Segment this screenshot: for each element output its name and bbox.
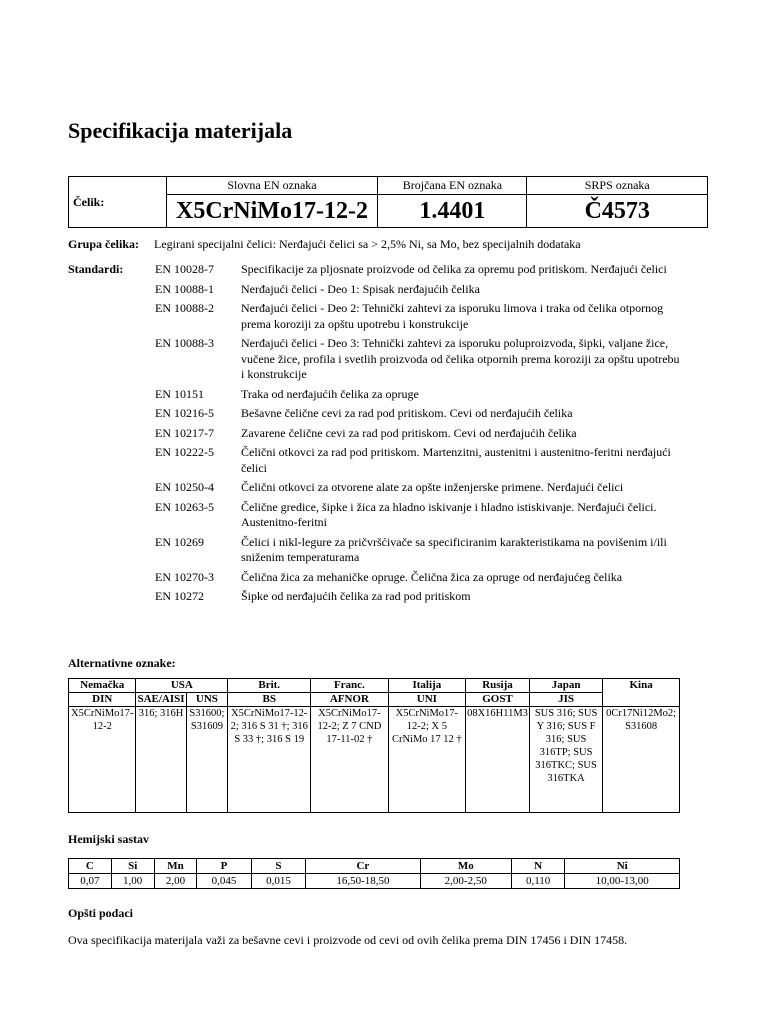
- standard-row: [155, 500, 685, 531]
- element-header: Mn: [154, 859, 197, 874]
- system-header: GOST: [466, 693, 530, 707]
- element-header: Mo: [420, 859, 511, 874]
- designation-cell: 316; 316H: [136, 707, 186, 813]
- header-srps: SRPS oznaka: [527, 177, 708, 195]
- standard-row: [155, 480, 685, 496]
- designation-cell: S31600; S31609: [186, 707, 228, 813]
- country-header: Japan: [529, 679, 602, 693]
- standard-description: Nerđajući čelici - Deo 3: Tehnički zahtevi za isporuku poluproizvoda, šipki, valjane žice, vučene žice, profila i svetlih proizvoda od čelika otpornih prema koroziji za opštu upotrebu i konstrukcije: [241, 336, 680, 381]
- standard-row: [155, 589, 685, 605]
- value-srps: Č4573: [527, 195, 708, 228]
- designation-cell: 08X16H11M3: [466, 707, 530, 813]
- standard-description: Čelični otkovci za rad pod pritiskom. Martenzitni, austenitni i austenitno-feritni nerđajući čelici: [241, 445, 671, 475]
- steel-label: Čelik:: [69, 177, 167, 228]
- standard-description: Čelična žica za mehaničke opruge. Čelična žica za opruge od nerđajućeg čelika: [241, 569, 623, 584]
- standard-code: EN 10088-3: [155, 336, 214, 350]
- designation-cell: SUS 316; SUS Y 316; SUS F 316; SUS 316TP; SUS 316TKC; SUS 316TKA: [529, 707, 602, 813]
- country-header: Italija: [388, 679, 465, 693]
- element-header: P: [197, 859, 251, 874]
- standards-label: Standardi:: [68, 262, 124, 276]
- element-header: N: [511, 859, 565, 874]
- standard-code: EN 10216-5: [155, 406, 214, 420]
- standard-row: [155, 535, 685, 566]
- element-value: 0,07: [69, 874, 112, 889]
- standard-code: EN 10263-5: [155, 499, 214, 514]
- standard-description: Čelici i nikl-legure za pričvršćivače sa specificiranim karakteristikama na povišenim i/ili sniženim temperaturama: [241, 534, 667, 564]
- header-number-en: Brojčana EN oznaka: [378, 177, 527, 195]
- alternative-heading: Alternativne oznake:: [68, 656, 176, 670]
- system-header: JIS: [529, 693, 602, 707]
- standard-code: EN 10222-5: [155, 445, 214, 459]
- general-text: Ova specifikacija materijala važi za bešavne cevi i proizvode od cevi od ovih čelika prema DIN 17456 i DIN 17458.: [68, 933, 628, 947]
- value-letter-en: X5CrNiMo17-12-2: [166, 195, 378, 228]
- element-header: S: [251, 859, 305, 874]
- standard-code: EN 10028-7: [155, 262, 214, 276]
- chemical-heading: Hemijski sastav: [68, 832, 149, 846]
- alternative-designations-table: [68, 678, 680, 813]
- standard-description: Čelični otkovci za otvorene alate za opšte inženjerske primene. Nerđajući čelici: [241, 480, 624, 494]
- standard-code: EN 10269: [155, 534, 204, 549]
- standard-description: Zavarene čelične cevi za rad pod pritiskom. Cevi od nerđajućih čelika: [241, 425, 577, 440]
- standard-row: [155, 336, 685, 383]
- standard-code: EN 10088-2: [155, 301, 214, 315]
- general-heading: Opšti podaci: [68, 906, 134, 920]
- standard-code: EN 10217-7: [155, 425, 214, 440]
- standard-row: [155, 262, 685, 278]
- country-header: Rusija: [466, 679, 530, 693]
- element-value: 16,50-18,50: [306, 874, 420, 889]
- element-value: 1,00: [111, 874, 154, 889]
- standard-description: Šipke od nerđajućih čelika za rad pod pritiskom: [241, 589, 471, 603]
- standard-code: EN 10250-4: [155, 480, 214, 494]
- element-header: C: [69, 859, 112, 874]
- steel-group: [68, 237, 581, 252]
- element-value: 0,045: [197, 874, 251, 889]
- element-value: 0,015: [251, 874, 305, 889]
- standard-code: EN 10270-3: [155, 569, 214, 584]
- standard-code: EN 10151: [155, 386, 204, 401]
- country-header: Franc.: [311, 679, 388, 693]
- standard-row: [155, 387, 685, 403]
- standards-list: [155, 262, 685, 609]
- standard-row: [155, 406, 685, 422]
- element-value: 2,00: [154, 874, 197, 889]
- group-value: Legirani specijalni čelici: Nerđajući čelici sa > 2,5% Ni, sa Mo, bez specijalnih dodataka: [154, 237, 581, 251]
- element-value: 10,00-13,00: [565, 874, 680, 889]
- country-header: Nemačka: [69, 679, 136, 693]
- standard-code: EN 10272: [155, 589, 204, 603]
- system-header: UNI: [388, 693, 465, 707]
- system-header: DIN: [69, 693, 136, 707]
- system-header: UNS: [186, 693, 228, 707]
- standard-row: [155, 282, 685, 298]
- standard-description: Nerđajući čelici - Deo 1: Spisak nerđajućih čelika: [241, 281, 480, 296]
- chemical-composition-table: [68, 858, 680, 889]
- country-header: Brit.: [228, 679, 311, 693]
- steel-designation-table: [68, 176, 708, 228]
- standard-description: Traka od nerđajućih čelika za opruge: [241, 386, 419, 401]
- designation-cell: X5CrNiMo17-12-2; Z 7 CND 17-11-02 †: [311, 707, 388, 813]
- standard-row: [155, 301, 685, 332]
- standard-row: [155, 445, 685, 476]
- page-title: Specifikacija materijala: [68, 118, 293, 143]
- value-number-en: 1.4401: [378, 195, 527, 228]
- element-header: Si: [111, 859, 154, 874]
- standard-row: [155, 426, 685, 442]
- system-header: BS: [228, 693, 311, 707]
- header-letter-en: Slovna EN oznaka: [166, 177, 378, 195]
- system-header: AFNOR: [311, 693, 388, 707]
- country-header: USA: [136, 679, 228, 693]
- element-header: Cr: [306, 859, 420, 874]
- standard-code: EN 10088-1: [155, 281, 214, 296]
- country-header: Kina: [603, 679, 680, 707]
- standard-description: Nerđajući čelici - Deo 2: Tehnički zahtevi za isporuku limova i traka od čelika otpornog prema koroziji za opštu upotrebu i konstrukcije: [241, 301, 664, 331]
- system-header: SAE/AISI: [137, 693, 185, 705]
- element-value: 2,00-2,50: [420, 874, 511, 889]
- designation-cell: X5CrNiMo17-12-2; 316 S 31 †; 316 S 33 †; 316 S 19: [228, 707, 311, 813]
- standard-row: [155, 570, 685, 586]
- standard-description: Bešavne čelične cevi za rad pod pritiskom. Cevi od nerđajućih čelika: [241, 406, 573, 420]
- standard-description: Čelične gredice, šipke i žica za hladno iskivanje i hladno istiskivanje. Nerđajući čelici. Austenitno-feritni: [241, 499, 657, 529]
- standard-description: Specifikacije za pljosnate proizvode od čelika za opremu pod pritiskom. Nerđajući čelici: [241, 262, 667, 276]
- element-header: Ni: [565, 859, 680, 874]
- group-label: Grupa čelika:: [68, 237, 139, 251]
- designation-cell: X5CrNiMo17-12-2; X 5 CrNiMo 17 12 †: [388, 707, 465, 813]
- designation-cell: X5CrNiMo17-12-2: [69, 707, 136, 813]
- designation-cell: 0Cr17Ni12Mo2; S31608: [603, 707, 680, 813]
- element-value: 0,110: [511, 874, 565, 889]
